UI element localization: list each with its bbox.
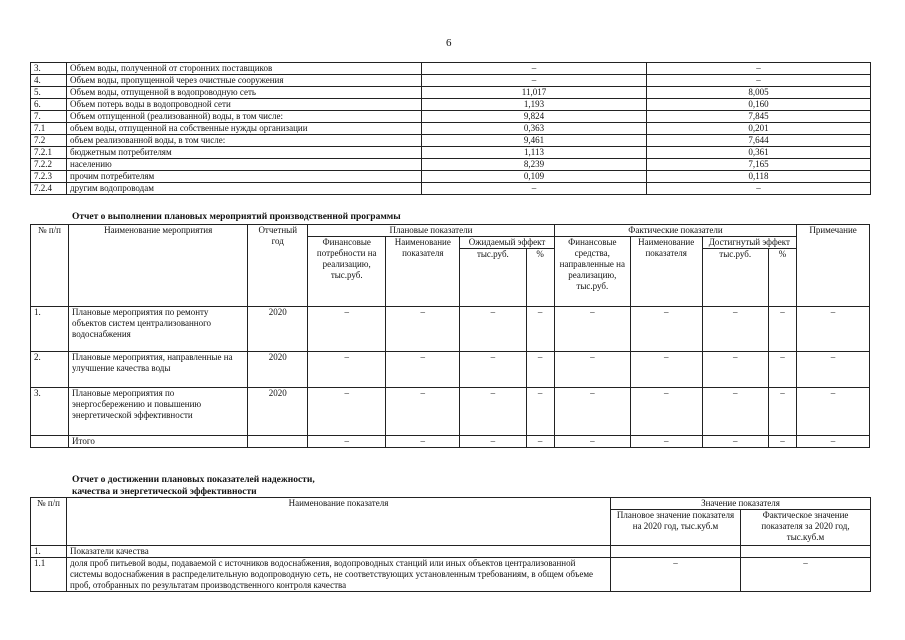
total-row: [31, 436, 870, 448]
row-name: объем реализованной воды, в том числе:: [67, 135, 422, 147]
row-cell: –: [630, 388, 702, 436]
table-row: [31, 87, 871, 99]
page-number: 6: [446, 37, 452, 49]
row-name: объем воды, отпущенной на собственные нужды организации: [67, 123, 422, 135]
total-cell: –: [702, 436, 768, 448]
row-cell: –: [768, 307, 796, 352]
row-cell: –: [554, 307, 630, 352]
row-num: 7.2.1: [31, 147, 67, 159]
header-expected-effect: Ожидаемый эффект: [460, 237, 555, 249]
header-plan-value: Плановое значение показателя на 2020 год, тыс.куб.м: [611, 510, 741, 546]
row-cell: –: [460, 352, 526, 388]
table-row: [31, 558, 871, 592]
total-cell: –: [460, 436, 526, 448]
header-note: Примечание: [797, 225, 870, 307]
row-plan-value: 8,239: [422, 159, 647, 171]
row-cell: –: [308, 307, 386, 352]
header-indicator-name2: Наименование показателя: [630, 237, 702, 307]
row-name: Плановые мероприятия по энергосбережению и повышению энергетической эффективности: [69, 388, 248, 436]
row-cell: –: [630, 307, 702, 352]
row-num: 4.: [31, 75, 67, 87]
row-year: 2020: [248, 352, 308, 388]
row-name: Плановые мероприятия по ремонту объектов систем централизованного водоснабжения: [69, 307, 248, 352]
row-fact-value: 7,845: [647, 111, 871, 123]
row-fact-value: –: [647, 183, 871, 195]
header-activity-name: Наименование мероприятия: [69, 225, 248, 307]
water-volume-table: [30, 62, 871, 195]
row-fact-value: 7,644: [647, 135, 871, 147]
total-label: Итого: [69, 436, 248, 448]
header-actual: Фактические показатели: [554, 225, 796, 237]
row-cell: –: [768, 352, 796, 388]
row-num: 1.: [31, 546, 67, 558]
header-pct: %: [526, 249, 554, 307]
row-name: прочим потребителям: [67, 171, 422, 183]
header-achieved-effect: Достигнутый эффект: [702, 237, 797, 249]
row-plan-value: 1,193: [422, 99, 647, 111]
indicators-table: [30, 497, 871, 592]
row-fact-value: 0,118: [647, 171, 871, 183]
row-num: 1.: [31, 307, 69, 352]
row-cell: –: [526, 307, 554, 352]
table-row: [31, 307, 870, 352]
row-num: 3.: [31, 63, 67, 75]
row-plan-value: 11,017: [422, 87, 647, 99]
row-cell: –: [460, 388, 526, 436]
row-name: Объем воды, полученной от сторонних поставщиков: [67, 63, 422, 75]
total-cell: –: [386, 436, 460, 448]
row-num: 6.: [31, 99, 67, 111]
row-plan-value: –: [422, 183, 647, 195]
row-cell: –: [630, 352, 702, 388]
row-plan-value: 1,113: [422, 147, 647, 159]
row-fact-value: [741, 546, 871, 558]
total-cell: –: [797, 436, 870, 448]
row-cell: –: [554, 388, 630, 436]
table-row: [31, 75, 871, 87]
row-cell: –: [554, 352, 630, 388]
row-fact-value: –: [741, 558, 871, 592]
row-num: 7.1: [31, 123, 67, 135]
header-indicator-name: Наименование показателя: [386, 237, 460, 307]
row-cell: –: [702, 307, 768, 352]
row-num: 7.2: [31, 135, 67, 147]
row-num: 7.2.3: [31, 171, 67, 183]
header-indicator-name: Наименование показателя: [67, 498, 611, 546]
row-cell: –: [797, 388, 870, 436]
row-plan-value: 0,109: [422, 171, 647, 183]
header-year: Отчетный год: [248, 225, 308, 307]
row-year: 2020: [248, 307, 308, 352]
header-num: № п/п: [31, 225, 69, 307]
row-name: Показатели качества: [67, 546, 611, 558]
header-value: Значение показателя: [611, 498, 871, 510]
row-fact-value: 0,361: [647, 147, 871, 159]
row-plan-value: 9,461: [422, 135, 647, 147]
row-cell: –: [460, 307, 526, 352]
row-plan-value: –: [611, 558, 741, 592]
row-cell: –: [797, 307, 870, 352]
row-cell: –: [797, 352, 870, 388]
row-name: Объем отпущенной (реализованной) воды, в том числе:: [67, 111, 422, 123]
row-num: 7.2.4: [31, 183, 67, 195]
table-row: [31, 183, 871, 195]
row-cell: –: [702, 352, 768, 388]
table-row: [31, 99, 871, 111]
total-cell: –: [308, 436, 386, 448]
row-num: 7.2.2: [31, 159, 67, 171]
section3-title-line2: качества и энергетической эффективности: [72, 487, 257, 497]
header-fin-means: Финансовые средства, направленные на реализацию, тыс.руб.: [554, 237, 630, 307]
row-fact-value: 0,201: [647, 123, 871, 135]
table-row: [31, 147, 871, 159]
row-name: другим водопроводам: [67, 183, 422, 195]
row-plan-value: –: [422, 75, 647, 87]
table-row: [31, 171, 871, 183]
row-cell: –: [526, 352, 554, 388]
row-name: Плановые мероприятия, направленные на улучшение качества воды: [69, 352, 248, 388]
program-activities-table: [30, 224, 870, 448]
row-name: бюджетным потребителям: [67, 147, 422, 159]
table-row: [31, 63, 871, 75]
table-row: [31, 159, 871, 171]
total-num: [31, 436, 69, 448]
total-year: [248, 436, 308, 448]
row-fact-value: –: [647, 75, 871, 87]
row-cell: –: [386, 307, 460, 352]
row-name: Объем воды, пропущенной через очистные сооружения: [67, 75, 422, 87]
row-num: 7.: [31, 111, 67, 123]
row-fact-value: 0,160: [647, 99, 871, 111]
row-fact-value: 8,005: [647, 87, 871, 99]
row-year: 2020: [248, 388, 308, 436]
section2-title: Отчет о выполнении плановых мероприятий производственной программы: [72, 212, 401, 222]
row-cell: –: [702, 388, 768, 436]
table-row: [31, 135, 871, 147]
total-cell: –: [768, 436, 796, 448]
header-trub: тыс.руб.: [460, 249, 526, 307]
row-cell: –: [526, 388, 554, 436]
row-cell: –: [308, 352, 386, 388]
row-fact-value: –: [647, 63, 871, 75]
header-planned: Плановые показатели: [308, 225, 555, 237]
row-name: Объем воды, отпущенной в водопроводную сеть: [67, 87, 422, 99]
row-plan-value: –: [422, 63, 647, 75]
table-row: [31, 546, 871, 558]
row-fact-value: 7,165: [647, 159, 871, 171]
table-row: [31, 123, 871, 135]
total-cell: –: [526, 436, 554, 448]
row-name: населению: [67, 159, 422, 171]
row-name: доля проб питьевой воды, подаваемой с источников водоснабжения, водопроводных станций или иных объектов централизованной системы водоснабжения в распределительную водопроводную сеть, не соответствующих установленным требованиям, в общем объеме проб, отобранных по результатам производственного контроля качества: [67, 558, 611, 592]
row-num: 3.: [31, 388, 69, 436]
header-fin-need: Финансовые потребности на реализацию, тыс.руб.: [308, 237, 386, 307]
row-plan-value: 0,363: [422, 123, 647, 135]
row-cell: –: [308, 388, 386, 436]
header-trub2: тыс.руб.: [702, 249, 768, 307]
table-row: [31, 352, 870, 388]
row-cell: –: [768, 388, 796, 436]
row-num: 5.: [31, 87, 67, 99]
row-num: 2.: [31, 352, 69, 388]
section3-title-line1: Отчет о достижении плановых показателей надежности,: [72, 475, 315, 485]
row-cell: –: [386, 388, 460, 436]
header-pct2: %: [768, 249, 796, 307]
header-num: № п/п: [31, 498, 67, 546]
row-name: Объем потерь воды в водопроводной сети: [67, 99, 422, 111]
header-fact-value: Фактическое значение показателя за 2020 год, тыс.куб.м: [741, 510, 871, 546]
total-cell: –: [630, 436, 702, 448]
row-num: 1.1: [31, 558, 67, 592]
table-row: [31, 388, 870, 436]
total-cell: –: [554, 436, 630, 448]
row-plan-value: 9,824: [422, 111, 647, 123]
row-cell: –: [386, 352, 460, 388]
table-row: [31, 111, 871, 123]
row-plan-value: [611, 546, 741, 558]
